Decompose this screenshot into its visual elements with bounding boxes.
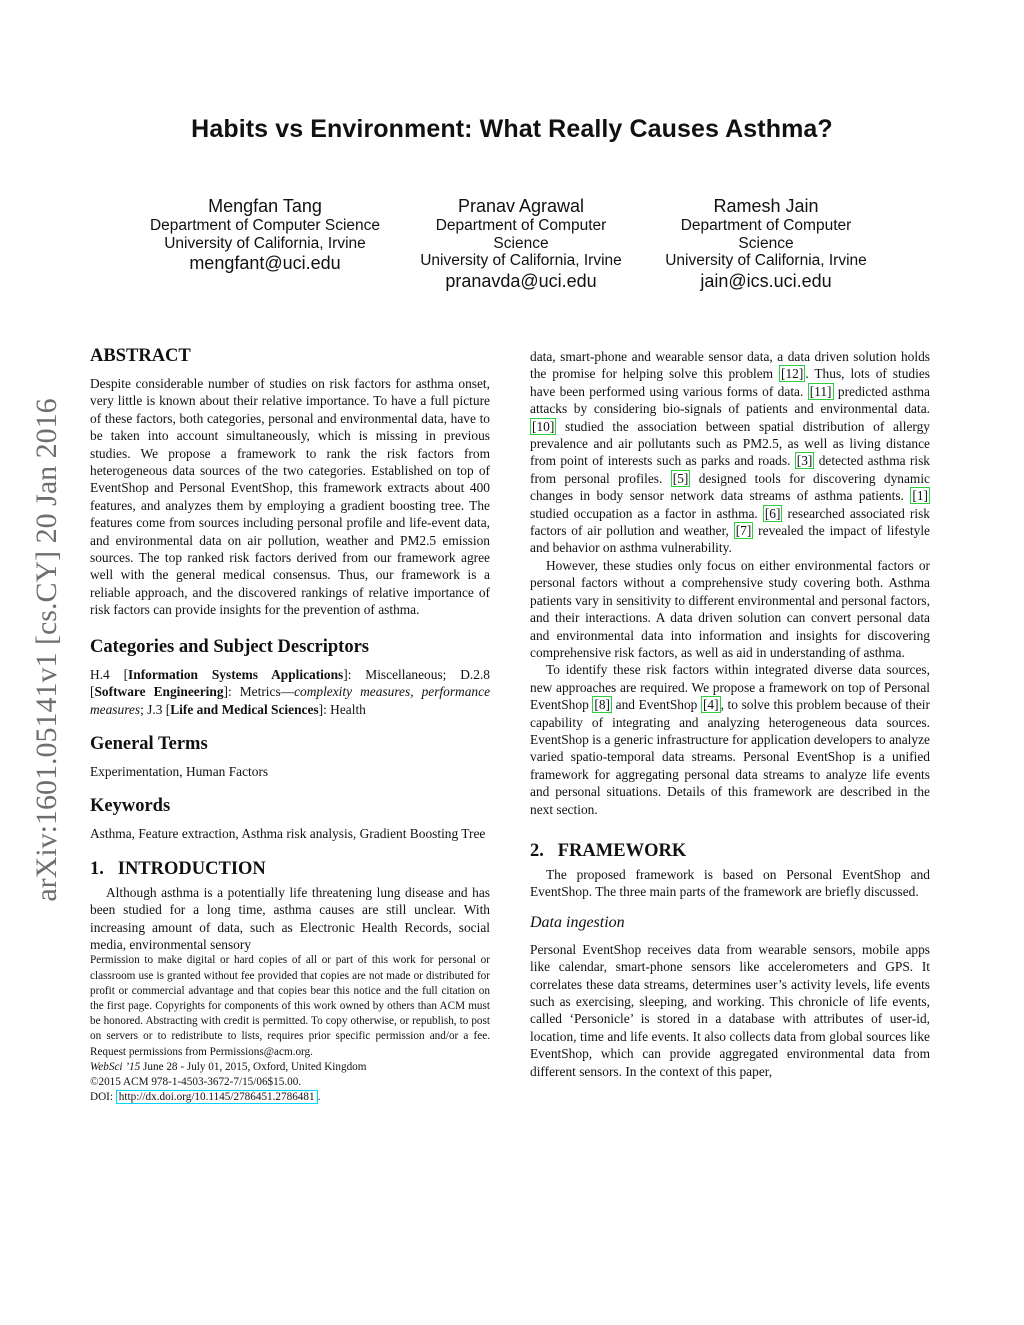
citation-link[interactable]: [10] <box>532 418 555 434</box>
citation-link[interactable]: [5] <box>672 470 689 486</box>
text-run: To identify these risk factors within integrated diverse data sources, new approaches are required. We propose a framework on top of Personal EventShop <box>530 662 930 713</box>
author-name: Pranav Agrawal <box>457 196 585 216</box>
text-run: designed tools for discovering dynamic changes in body sensor network data streams of asthma patients. <box>530 470 930 504</box>
framework-intro: The proposed framework is based on Personal EventShop and EventShop. The three main parts of the framework are briefly discussed. <box>530 866 930 900</box>
text-run: studied the association between spatial distribution of allergy prevalence and air pollutants such as PM2.5, as well as living distance from point of interests such as parks and roads. <box>530 418 930 469</box>
author-block <box>391 196 651 292</box>
citation-link[interactable]: [4] <box>702 697 719 713</box>
citation-link[interactable]: [8] <box>594 697 611 713</box>
text-run: data, smart-phone and wearable sensor data, a data driven solution holds the promise for helping solve this problem <box>530 349 930 382</box>
categories-part: ; J.3 [ <box>140 701 171 717</box>
author-email[interactable]: jain@ics.uci.edu <box>700 270 832 291</box>
left-column <box>90 345 490 1105</box>
right-column <box>530 348 930 1080</box>
citation-link[interactable]: [11] <box>809 383 832 399</box>
citation-link[interactable]: [6] <box>764 505 781 521</box>
permission-text: Permission to make digital or hard copies of all or part of this work for personal or classroom use is granted without fee provided that copies are not made or distributed for profit or commercial advantage and that copies bear this notice and the full citation on the first page. Copyrights for components of this work owned by others than ACM must be honored. Abstracting with credit is permitted. To copy otherwise, or republish, to post on servers or to redistribute to lists, requires prior specific permission and/or a fee. Request permissions from Permissions@acm.org. <box>90 954 490 1058</box>
categories-part: H.4 [ <box>90 666 129 682</box>
doi-label: DOI: <box>90 1091 116 1104</box>
text-run: detected asthma risk from personal profiles. <box>530 453 930 486</box>
citation-link[interactable]: [1] <box>912 488 928 504</box>
doi-line <box>90 1090 490 1105</box>
text-run: and EventShop <box>612 697 701 713</box>
author-affiliation: Department of Computer Science <box>149 217 381 234</box>
text-run: studied occupation as a factor in asthma. <box>530 505 763 521</box>
categories-part: Information Systems Applications <box>128 666 344 682</box>
paper-title: Habits vs Environment: What Really Causes Asthma? <box>191 115 833 143</box>
doi-link[interactable]: http://dx.doi.org/10.1145/2786451.2786481 <box>116 1090 318 1104</box>
introduction-heading: 1. INTRODUCTION <box>90 858 266 879</box>
categories-heading: Categories and Subject Descriptors <box>90 636 369 657</box>
introduction-paragraph <box>530 348 930 557</box>
framework-heading: 2. FRAMEWORK <box>530 840 687 861</box>
introduction-paragraph: Although asthma is a potentially life threatening lung disease and has been studied for a long time, asthma causes are still unclear. With increasing amount of data, such as Electronic Health Records, social media, environmental sensory <box>90 884 490 952</box>
author-name: Mengfan Tang <box>208 196 322 216</box>
text-run: predicted asthma attacks by considering bio-signals of patients and environmental data. <box>530 383 930 417</box>
copyright-line: ©2015 ACM 978-1-4503-3672-7/15/06$15.00. <box>90 1075 302 1088</box>
categories-part: ]: Health <box>318 701 366 717</box>
categories-part: Software Engineering <box>94 684 224 700</box>
keywords-heading: Keywords <box>90 796 171 817</box>
text-run: researched associated risk factors of air pollution and weather, <box>530 505 930 539</box>
author-affiliation: University of California, Irvine <box>164 234 366 252</box>
categories-part: Life and Medical Sciences <box>170 701 319 717</box>
citation-link[interactable]: [3] <box>796 453 813 469</box>
arxiv-identifier: arXiv:1601.05141v1 [cs.CY] 20 Jan 2016 <box>30 398 63 902</box>
conference-details: June 28 - July 01, 2015, Oxford, United Kingdom <box>140 1060 367 1073</box>
categories-part: ]: Miscellaneous; D.2.8 [ <box>90 666 490 700</box>
author-block <box>135 196 395 274</box>
conference-name: WebSci ’15 <box>90 1060 141 1073</box>
author-name: Ramesh Jain <box>713 196 819 216</box>
author-affiliation: Department of Computer <box>435 217 607 234</box>
general-terms-heading: General Terms <box>90 733 208 754</box>
author-email[interactable]: mengfant@uci.edu <box>189 253 341 273</box>
author-affiliation: Science <box>738 234 794 252</box>
abstract-text: Despite considerable number of studies on risk factors for asthma onset, very little is known about their relative importance. To have a full picture of these factors, both categories, personal and environmental data, have to be taken into account simultaneously, which is missing in previous studies. We propose a framework to rank the risk factors from heterogeneous data sources of the two categories. Established on top of EventShop and Personal EventShop, this framework extracts about 400 features, and analyzes them by employing a gradient boosting tree. The features come from sources including personal profile and life-event data, and environmental data on air pollution, weather and PM2.5 emission sources. The top ranked risk factors derived from our framework agree well with the general medical consensus. Thus, our framework is a reliable approach, and the discovered rankings of relative importance of risk factors can provide insights for the prevention of asthma. <box>90 376 490 618</box>
citation-link[interactable]: [12] <box>781 366 804 382</box>
permission-block <box>90 953 490 1105</box>
introduction-paragraph <box>530 661 930 818</box>
doi-end: . <box>317 1091 321 1104</box>
general-terms-text: Experimentation, Human Factors <box>90 763 269 779</box>
keywords-text: Asthma, Feature extraction, Asthma risk analysis, Gradient Boosting Tree <box>90 826 486 842</box>
categories-part: complexity measures, performance measures <box>90 684 491 717</box>
citation-link[interactable]: [7] <box>735 523 752 539</box>
author-affiliation: University of California, Irvine <box>420 252 622 269</box>
author-email[interactable]: pranavda@uci.edu <box>445 270 597 291</box>
text-run: revealed the impact of lifestyle and behavior on asthma vulnerability. <box>530 523 930 556</box>
text-run: , to solve this problem because of their capability of integrating and analyzing heterogeneous data sources. EventShop is a generic infrastructure for application developers to analyze varied spatio-temporal data streams. Personal EventShop is a unified framework for aggregating personal data streams to analyze life events and personal situations. Details of this framework are described in the next section. <box>530 697 930 817</box>
author-affiliation: Science <box>493 234 549 252</box>
introduction-paragraph: However, these studies only focus on either environmental factors or personal factors without a comprehensive study covering both. Asthma patients vary in sensitivity to different environmental and personal factors, and their interactions. A data driven solution can convert personal data and environmental data into information and insights for discovering comprehensive risk factors, as well as aid in understanding of asthma. <box>530 557 930 660</box>
data-ingestion-paragraph: Personal EventShop receives data from wearable sensors, mobile apps like calendar, smart-phone sensors like accelerometers and GPS. It correlates these data streams, determines user’s activity levels, life events such as exercising, sleeping, and working. This chronicle of life events, called ‘Personicle’ is stored in a database with attributes of user-id, location, time and life events. It also collects data from global sources like EventShop, which can provide aggregated environmental data from different sensors. In the context of this paper, <box>530 941 930 1079</box>
author-affiliation: Department of Computer <box>680 217 852 234</box>
conference-line <box>90 1060 490 1075</box>
abstract-heading: ABSTRACT <box>90 346 191 366</box>
text-run: . Thus, lots of studies have been performed using various forms of data. <box>530 366 930 399</box>
data-ingestion-heading: Data ingestion <box>530 913 625 931</box>
categories-text <box>90 666 490 718</box>
author-block <box>636 196 896 292</box>
author-affiliation: University of California, Irvine <box>665 252 867 269</box>
categories-part: ]: Metrics— <box>223 684 295 700</box>
